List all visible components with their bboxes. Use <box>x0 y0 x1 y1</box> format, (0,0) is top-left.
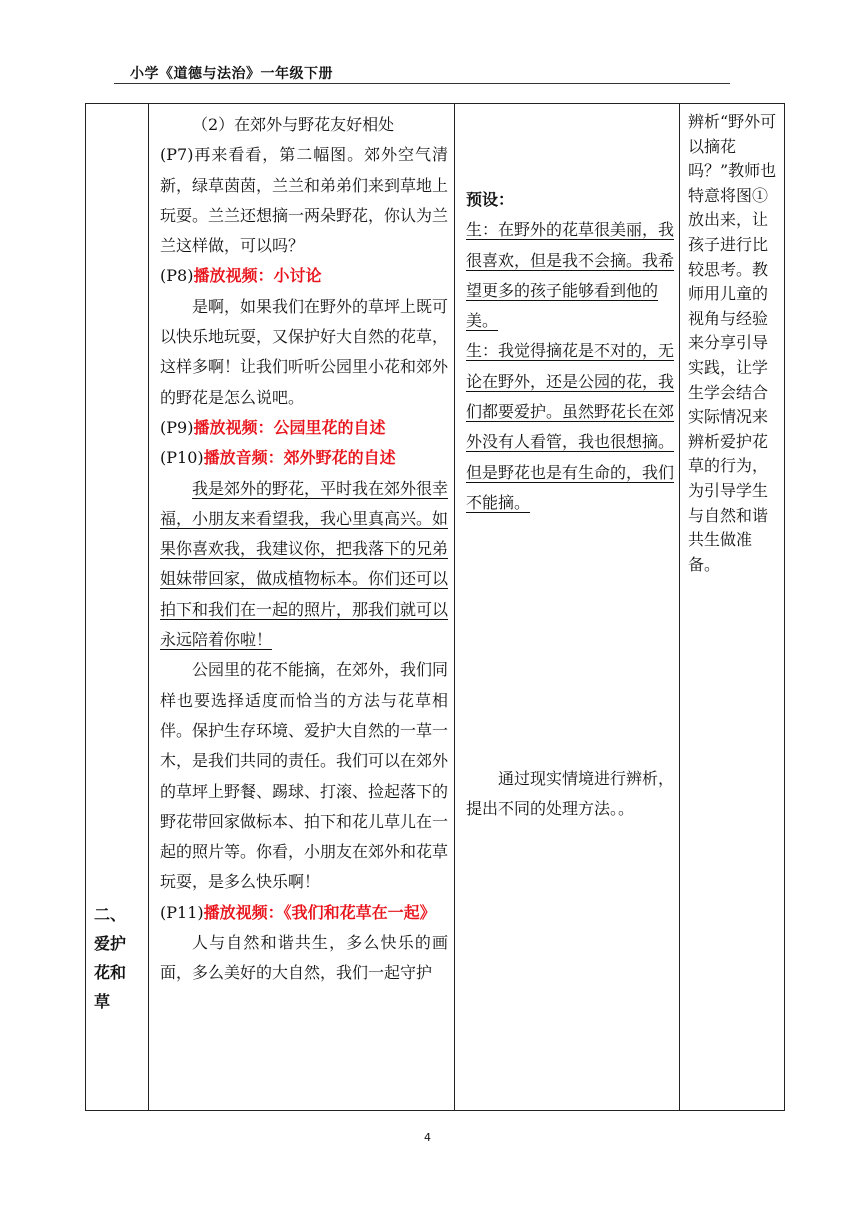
page-number: 4 <box>424 1131 431 1144</box>
student-answer-2: 生：我觉得摘花是不对的，无论在野外，还是公园的花，我们都要爱护。虽然野花长在郊外没有人看管，我也很想摘。但是野花也是有生命的，我们不能摘。 <box>466 341 675 512</box>
teacher-activity-cell <box>149 104 455 1111</box>
lesson-table <box>85 103 785 1111</box>
header-title: 小学《道德与法治》一年级下册 <box>130 66 333 82</box>
design-intent-text: 辨析“野外可以摘花吗？”教师也特意将图①放出来，让孩子进行比较思考。教师用儿童的视角与经验来分享引导实践，让学生学会结合实际情况来辨析爱护花草的行为，为引导学生与自然和谐共生做准备。 <box>688 112 777 574</box>
play-video-label: 播放视频：小讨论 <box>193 266 322 286</box>
paragraph-p11: (P11)播放视频：《我们和花草在一起》 <box>160 902 436 922</box>
paragraph-p10: (P10)播放音频：郊外野花的自述 <box>160 448 396 468</box>
subheading: （2）在郊外与野花友好相处 <box>192 115 395 134</box>
wildflower-monologue: 我是郊外的野花，平时我在郊外很幸福，小朋友来看望我，我心里真高兴。如果你喜欢我，我建议你，把我落下的兄弟姐妹带回家，做成植物标本。你们还可以拍下和我们在一起的照片，那我们就可以永远陪着你啦！ <box>160 478 449 650</box>
play-video-label: 播放视频：《我们和花草在一起》 <box>203 902 436 922</box>
student-answer-1: 生：在野外的花草很美丽，我很喜欢，但是我不会摘。我希望更多的孩子能够看到他的美。 <box>466 220 675 331</box>
paragraph: 是啊，如果我们在野外的草坪上既可以快乐地玩耍，又保护好大自然的花草，这样多啊！让我们听听公园里小花和郊外的野花是怎么说吧。 <box>160 296 449 407</box>
paragraph-p7: (P7)再来看看，第二幅图。郊外空气清新，绿草茵茵，兰兰和弟弟们来到草地上玩耍。兰兰还想摘一两朵野花，你认为兰兰这样做，可以吗？ <box>160 145 449 256</box>
section-label: 二、 爱护 花和 草 <box>94 905 127 1011</box>
play-video-label: 播放视频：公园里花的自述 <box>193 417 386 437</box>
student-activity-cell <box>455 104 680 1111</box>
header-rule <box>114 83 730 84</box>
paragraph: 公园里的花不能摘，在郊外，我们同样也要选择适度而恰当的方法与花草相伴。保护生存环境、爱护大自然的一草一木，是我们共同的责任。我们可以在郊外的草坪上野餐、踢球、打滚、捡起落下的野花带回家做标本、拍下和花儿草儿在一起的照片等。你看，小朋友在郊外和花草玩耍，是多么快乐啊！ <box>160 660 449 892</box>
design-note: 通过现实情境进行辨析，提出不同的处理方法。。 <box>466 769 675 819</box>
student-responses <box>466 185 676 518</box>
table-row <box>86 104 785 1111</box>
paragraph-p8: (P8)播放视频：小讨论 <box>160 266 322 286</box>
paragraph: 人与自然和谐共生，多么快乐的画面，多么美好的大自然，我们一起守护 <box>160 933 448 983</box>
play-audio-label: 播放音频：郊外野花的自述 <box>203 448 396 468</box>
paragraph-p9: (P9)播放视频：公园里花的自述 <box>160 417 386 437</box>
design-intent-cell <box>680 104 785 1111</box>
section-cell <box>86 104 149 1111</box>
preset-heading: 预设： <box>466 190 515 209</box>
